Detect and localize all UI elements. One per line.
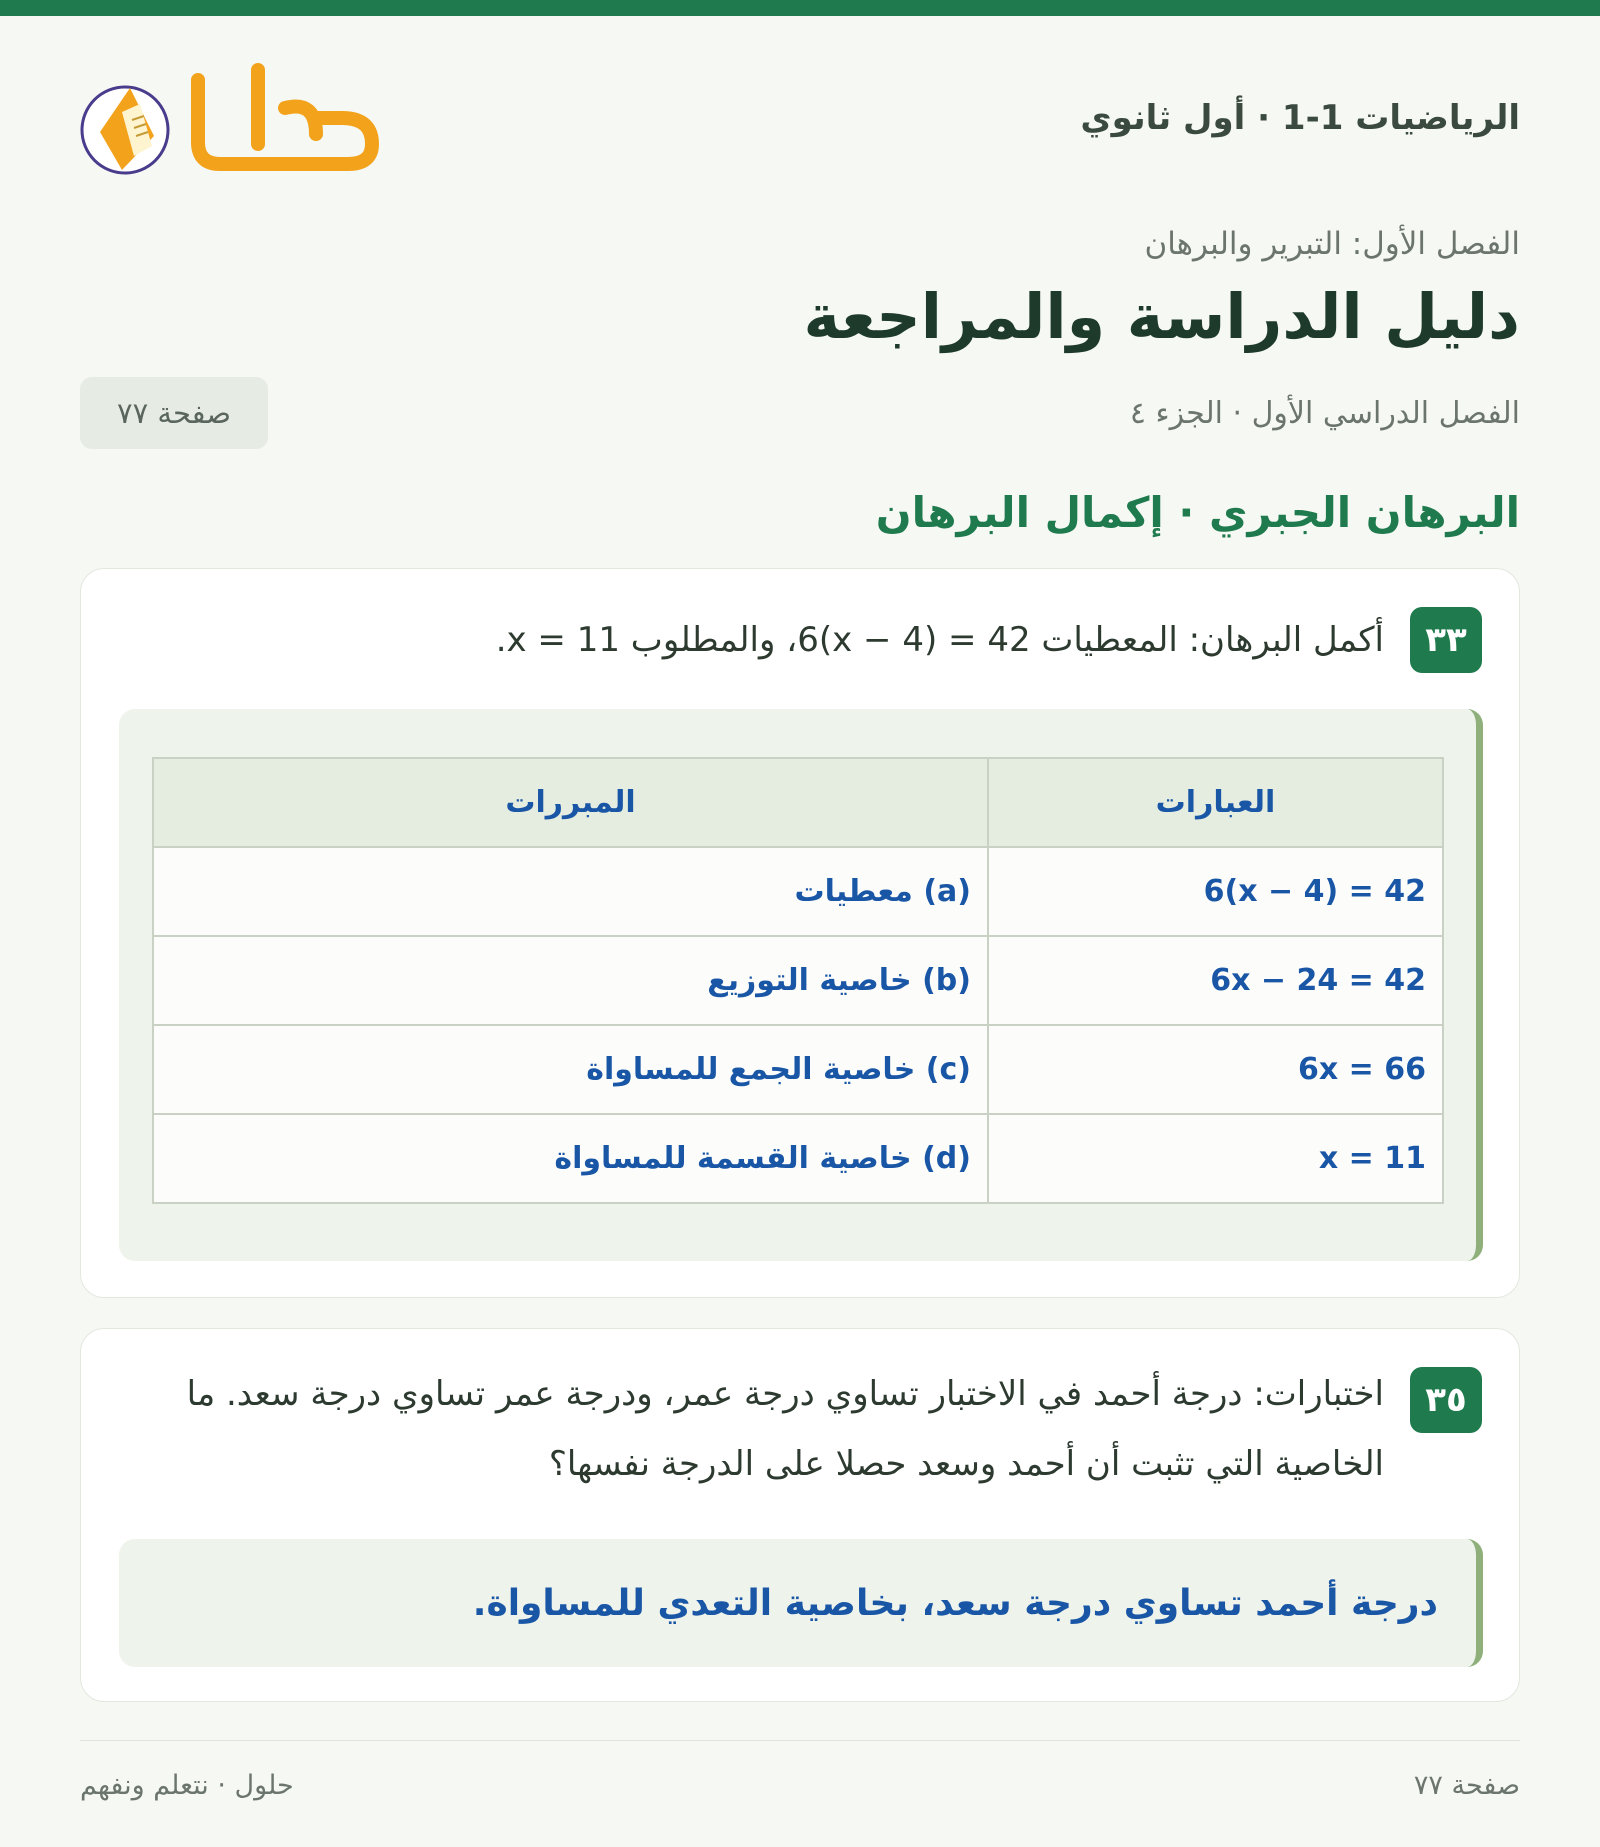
semester-meta: الفصل الدراسي الأول · الجزء ٤ (1129, 396, 1520, 431)
top-accent-bar (0, 0, 1600, 16)
statement-cell: 6x − 24 = 42 (988, 936, 1443, 1025)
table-row (153, 1025, 1443, 1114)
table-header-row (153, 758, 1443, 847)
question-text: أكمل البرهان: المعطيات 42 = (x − 4)6، والمطلوب 11 = x. (495, 620, 1384, 660)
answer-box (119, 709, 1483, 1261)
statement-cell: 6(x − 4) = 42 (988, 847, 1443, 936)
question-number-badge: ٣٥ (1410, 1367, 1482, 1433)
footer-divider (80, 1740, 1520, 1741)
question-number-badge: ٣٣ (1410, 607, 1482, 673)
reason-cell: (c) خاصية الجمع للمساواة (153, 1025, 988, 1114)
page-title: دليل الدراسة والمراجعة (803, 280, 1520, 353)
course-title: الرياضيات 1-1 · أول ثانوي (1080, 98, 1520, 138)
column-header-reasons: المبررات (153, 758, 988, 847)
question-text: اختبارات: درجة أحمد في الاختبار تساوي درجة عمر، ودرجة عمر تساوي درجة سعد. ما الخاصية التي تثبت أن أحمد وسعد حصلا على الدرجة نفسها؟ (186, 1374, 1384, 1484)
page-header (80, 60, 1520, 190)
book-logo-icon (80, 60, 380, 190)
question-card (80, 568, 1520, 1298)
footer-tagline: حلول · نتعلم ونفهم (80, 1770, 294, 1801)
table-row (153, 1114, 1443, 1203)
chapter-label: الفصل الأول: التبرير والبرهان (1144, 226, 1520, 262)
section-title: البرهان الجبري · إكمال البرهان (875, 488, 1520, 537)
statement-cell: 6x = 66 (988, 1025, 1443, 1114)
answer-text: درجة أحمد تساوي درجة سعد، بخاصية التعدي للمساواة. (472, 1582, 1438, 1624)
column-header-statements: العبارات (988, 758, 1443, 847)
proof-table (152, 757, 1444, 1204)
question-card (80, 1328, 1520, 1702)
reason-cell: (b) خاصية التوزيع (153, 936, 988, 1025)
table-row (153, 847, 1443, 936)
statement-cell: x = 11 (988, 1114, 1443, 1203)
table-row (153, 936, 1443, 1025)
footer-page-number: صفحة ٧٧ (1413, 1770, 1520, 1801)
reason-cell: (a) معطيات (153, 847, 988, 936)
page-badge: صفحة ٧٧ (80, 377, 268, 449)
answer-box (119, 1539, 1483, 1667)
reason-cell: (d) خاصية القسمة للمساواة (153, 1114, 988, 1203)
